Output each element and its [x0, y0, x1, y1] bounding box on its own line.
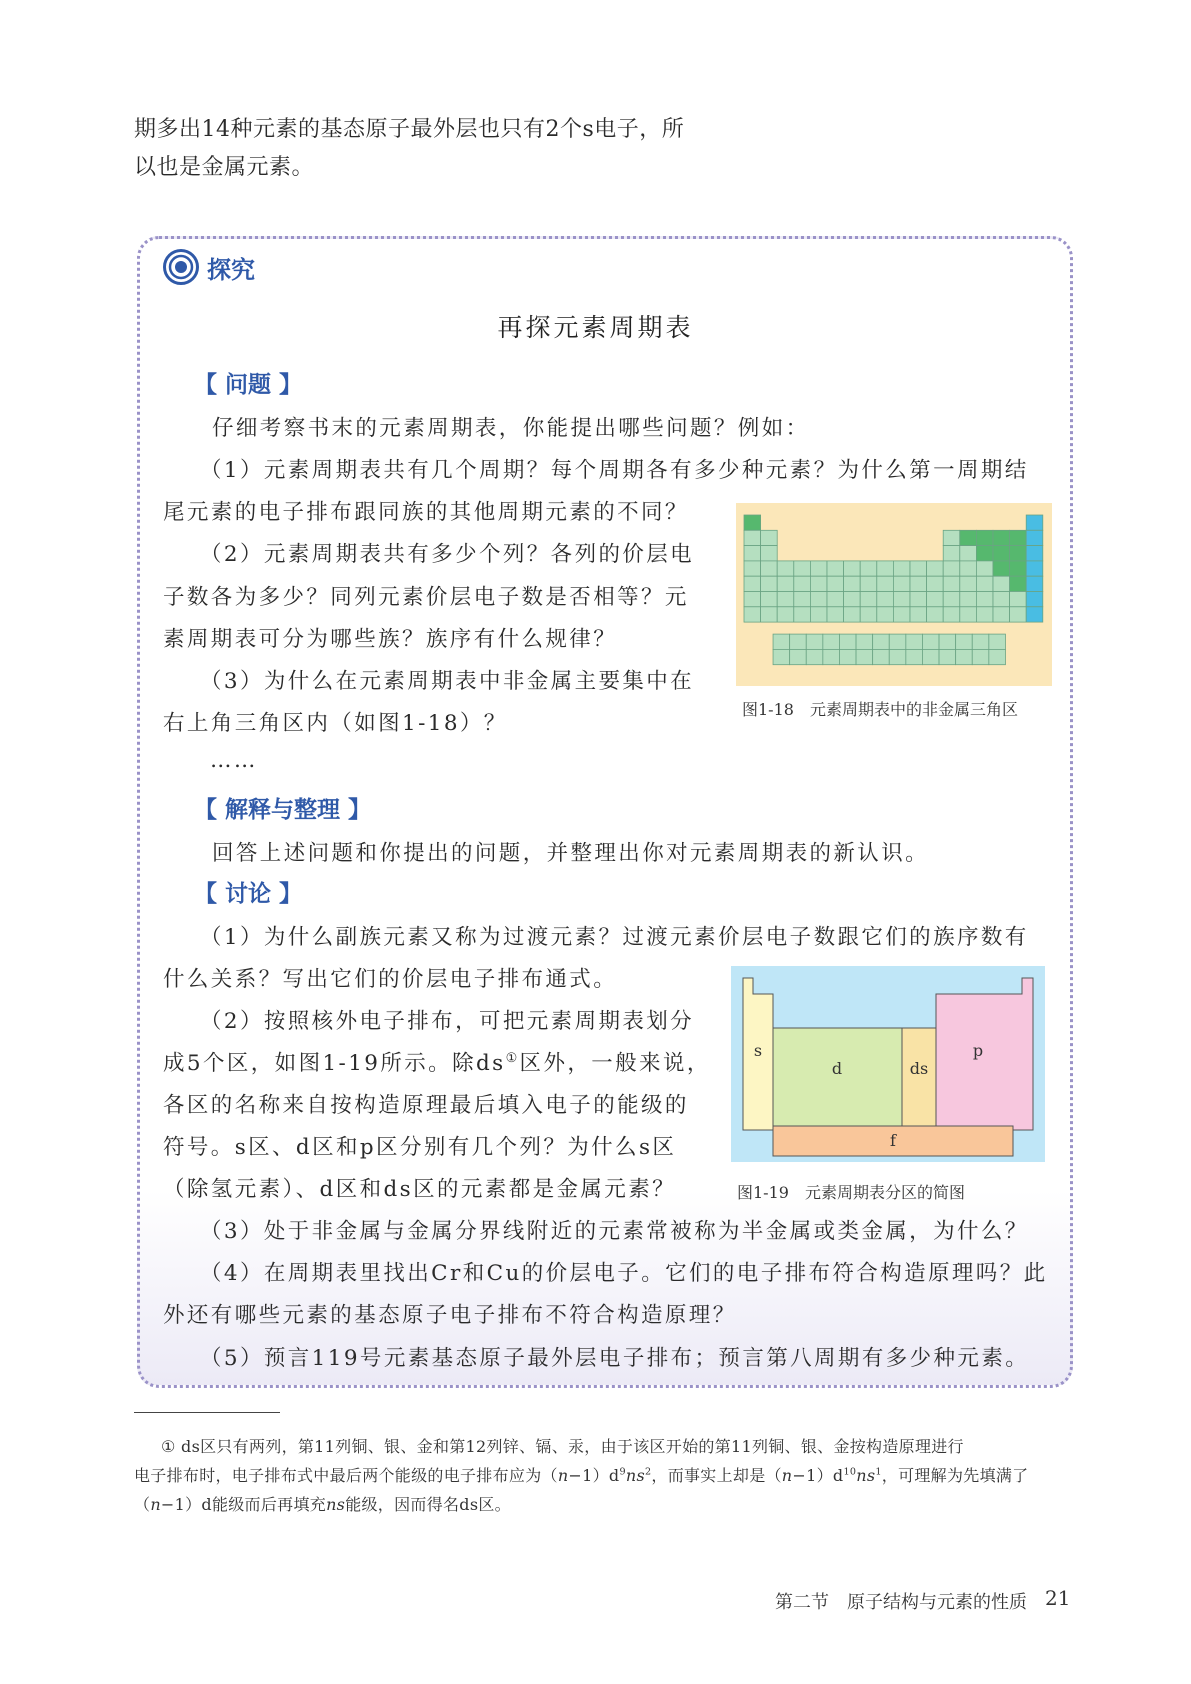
element-cell: [993, 530, 1010, 545]
element-cell: [761, 561, 778, 576]
question-3-line-2: 右上角三角区内（如图1-18）？: [163, 711, 508, 736]
explore-header: [163, 248, 255, 286]
element-cell: [893, 607, 910, 622]
f-block-cell: [939, 649, 956, 664]
discuss-2-line-4: 符号。s区、d区和p区分别有几个列？为什么s区: [163, 1135, 677, 1160]
element-cell: [777, 607, 794, 622]
d-block: [773, 1028, 902, 1130]
figure-1-19-caption: 图1-19 元素周期表分区的简图: [737, 1183, 965, 1202]
element-cell: [844, 592, 861, 607]
element-cell: [810, 576, 827, 591]
element-cell: [744, 592, 761, 607]
element-cell: [893, 561, 910, 576]
footnote-line-1: ① ds区只有两列，第11列铜、银、金和第12列锌、镉、汞，由于该区开始的第11列铜、银、金按构造原理进行: [161, 1437, 964, 1456]
element-cell: [1026, 530, 1043, 545]
ds-label: ds: [909, 1059, 929, 1078]
footer-section-title: 第二节 原子结构与元素的性质: [775, 1592, 1027, 1613]
element-cell: [777, 592, 794, 607]
discuss-1-line-1: （1）为什么副族元素又称为过渡元素？过渡元素价层电子数跟它们的族序数有: [200, 925, 1029, 950]
element-cell: [927, 576, 944, 591]
element-cell: [943, 576, 960, 591]
element-cell: [877, 561, 894, 576]
element-cell: [744, 530, 761, 545]
element-cell: [877, 576, 894, 591]
element-cell: [1026, 607, 1043, 622]
element-cell: [827, 592, 844, 607]
element-cell: [794, 561, 811, 576]
element-cell: [761, 530, 778, 545]
element-cell: [976, 561, 993, 576]
element-cell: [1026, 546, 1043, 561]
page-number: 21: [1045, 1586, 1071, 1610]
element-cell: [860, 607, 877, 622]
question-1-line-1: （1）元素周期表共有几个周期？每个周期各有多少种元素？为什么第一周期结: [200, 458, 1029, 483]
f-block-cell: [873, 634, 890, 649]
footnote-line-2: 电子排布时，电子排布式中最后两个能级的电子排布应为$(n-1)d^9ns^2$，而事实上却是$(n-1)d^{10}ns^1$，可理解为先填满了: [134, 1466, 1029, 1485]
f-block-cell: [806, 649, 823, 664]
f-label: f: [890, 1131, 896, 1150]
f-block-cell: [823, 649, 840, 664]
element-cell: [943, 561, 960, 576]
f-block-cell: [939, 634, 956, 649]
f-block-cell: [922, 649, 939, 664]
element-cell: [976, 546, 993, 561]
element-cell: [810, 561, 827, 576]
figure-1-18-caption: 图1-18 元素周期表中的非金属三角区: [742, 700, 1018, 719]
f-block-cell: [956, 649, 973, 664]
element-cell: [993, 561, 1010, 576]
element-cell: [976, 607, 993, 622]
f-block-cell: [889, 634, 906, 649]
element-cell: [844, 607, 861, 622]
question-heading: 【 问题 】: [194, 372, 303, 398]
section-title: 再探元素周期表: [497, 313, 694, 342]
element-cell: [1010, 546, 1027, 561]
element-cell: [1026, 576, 1043, 591]
element-cell: [960, 561, 977, 576]
element-cell: [810, 592, 827, 607]
element-cell: [960, 530, 977, 545]
element-cell: [777, 576, 794, 591]
discuss-heading: 【 讨论 】: [194, 881, 303, 907]
element-cell: [844, 576, 861, 591]
element-cell: [744, 607, 761, 622]
element-cell: [943, 530, 960, 545]
question-3-line-1: （3）为什么在元素周期表中非金属主要集中在: [200, 669, 695, 694]
element-cell: [794, 576, 811, 591]
f-block-cell: [922, 634, 939, 649]
footnote-rule: [134, 1412, 280, 1413]
element-cell: [744, 546, 761, 561]
element-cell: [1010, 530, 1027, 545]
element-cell: [910, 592, 927, 607]
figure-1-18: [736, 503, 1052, 686]
f-block-cell: [856, 634, 873, 649]
element-cell: [761, 546, 778, 561]
s-label: s: [753, 1041, 763, 1060]
element-cell: [1010, 561, 1027, 576]
element-cell: [993, 576, 1010, 591]
footnote-marker: ①: [505, 1050, 520, 1066]
element-cell: [893, 576, 910, 591]
discuss-2-line-5: （除氢元素）、d区和ds区的元素都是金属元素？: [163, 1177, 677, 1202]
f-block-cell: [989, 649, 1006, 664]
explain-heading: 【 解释与整理 】: [194, 797, 372, 823]
element-cell: [943, 546, 960, 561]
question-2-line-3: 素周期表可分为哪些族？族序有什么规律？: [163, 627, 618, 652]
question-1-line-2: 尾元素的电子排布跟同族的其他周期元素的不同？: [163, 500, 689, 525]
element-cell: [761, 592, 778, 607]
element-cell: [761, 576, 778, 591]
f-block-cell: [823, 634, 840, 649]
discuss-1-line-2: 什么关系？写出它们的价层电子排布通式。: [163, 967, 618, 992]
target-icon: [163, 249, 199, 285]
element-cell: [827, 561, 844, 576]
explore-label: 探究: [207, 255, 255, 284]
element-cell: [744, 515, 761, 530]
element-cell: [910, 576, 927, 591]
element-cell: [744, 576, 761, 591]
f-block-cell: [856, 649, 873, 664]
discuss-2-line-2: 成5个区，如图1-19所示。除ds①区外，一般来说，: [163, 1050, 711, 1076]
f-block-cell: [972, 649, 989, 664]
question-2-line-1: （2）元素周期表共有多少个列？各列的价层电: [200, 542, 695, 567]
explain-text: 回答上述问题和你提出的问题，并整理出你对元素周期表的新认识。: [212, 841, 930, 866]
discuss-4-line-2: 外还有哪些元素的基态原子电子排布不符合构造原理？: [163, 1303, 737, 1328]
discuss-4-line-1: （4）在周期表里找出Cr和Cu的价层电子。它们的电子排布符合构造原理吗？此: [200, 1261, 1048, 1286]
element-cell: [960, 546, 977, 561]
element-cell: [860, 561, 877, 576]
f-block-cell: [806, 634, 823, 649]
element-cell: [976, 592, 993, 607]
question-2-line-2: 子数各为多少？同列元素价层电子数是否相等？元: [163, 585, 689, 610]
f-block-cell: [956, 634, 973, 649]
element-cell: [860, 592, 877, 607]
element-cell: [960, 576, 977, 591]
element-cell: [960, 607, 977, 622]
d-label: d: [831, 1059, 843, 1078]
element-cell: [927, 561, 944, 576]
footnote-line-3: （n−1）d能级而后再填充ns能级，因而得名ds区。: [134, 1495, 511, 1514]
f-block-cell: [773, 649, 790, 664]
f-block-cell: [906, 649, 923, 664]
element-cell: [927, 607, 944, 622]
element-cell: [761, 607, 778, 622]
f-block-cell: [790, 649, 807, 664]
f-block-cell: [839, 634, 856, 649]
element-cell: [877, 607, 894, 622]
element-cell: [910, 561, 927, 576]
element-cell: [943, 592, 960, 607]
element-cell: [860, 576, 877, 591]
f-block-cell: [889, 649, 906, 664]
element-cell: [893, 592, 910, 607]
element-cell: [976, 576, 993, 591]
figure-1-19: [731, 966, 1045, 1162]
f-block-cell: [873, 649, 890, 664]
question-intro: 仔细考察书末的元素周期表，你能提出哪些问题？例如：: [212, 416, 810, 441]
element-cell: [1010, 592, 1027, 607]
periodic-table-f-block: [773, 634, 1005, 665]
element-cell: [993, 592, 1010, 607]
discuss-2-line-1: （2）按照核外电子排布，可把元素周期表划分: [200, 1009, 695, 1034]
element-cell: [827, 607, 844, 622]
element-cell: [794, 607, 811, 622]
element-cell: [1026, 592, 1043, 607]
element-cell: [844, 561, 861, 576]
f-block-cell: [972, 634, 989, 649]
f-block-cell: [790, 634, 807, 649]
element-cell: [993, 607, 1010, 622]
f-block-cell: [773, 634, 790, 649]
discuss-3: （3）处于非金属与金属分界线附近的元素常被称为半金属或类金属，为什么？: [200, 1219, 1029, 1244]
element-cell: [943, 607, 960, 622]
element-cell: [960, 592, 977, 607]
f-block-cell: [989, 634, 1006, 649]
element-cell: [777, 561, 794, 576]
element-cell: [993, 546, 1010, 561]
element-cell: [1010, 576, 1027, 591]
p-label: p: [972, 1041, 984, 1060]
discuss-2-line-3: 各区的名称来自按构造原理最后填入电子的能级的: [163, 1093, 689, 1118]
p-block: [936, 978, 1033, 1130]
element-cell: [1026, 561, 1043, 576]
f-block-cell: [839, 649, 856, 664]
element-cell: [1010, 607, 1027, 622]
element-cell: [910, 607, 927, 622]
ellipsis: ……: [210, 748, 258, 773]
intro-line-2: 以也是金属元素。: [134, 155, 315, 180]
element-cell: [1026, 515, 1043, 530]
element-cell: [877, 592, 894, 607]
discuss-5: （5）预言119号元素基态原子最外层电子排布；预言第八周期有多少种元素。: [200, 1346, 1030, 1371]
f-block-cell: [906, 634, 923, 649]
element-cell: [794, 592, 811, 607]
element-cell: [976, 530, 993, 545]
element-cell: [744, 561, 761, 576]
element-cell: [810, 607, 827, 622]
intro-line-1: 期多出14种元素的基态原子最外层也只有2个s电子，所: [134, 117, 685, 142]
element-cell: [927, 592, 944, 607]
ds-block: [902, 1028, 936, 1130]
element-cell: [827, 576, 844, 591]
